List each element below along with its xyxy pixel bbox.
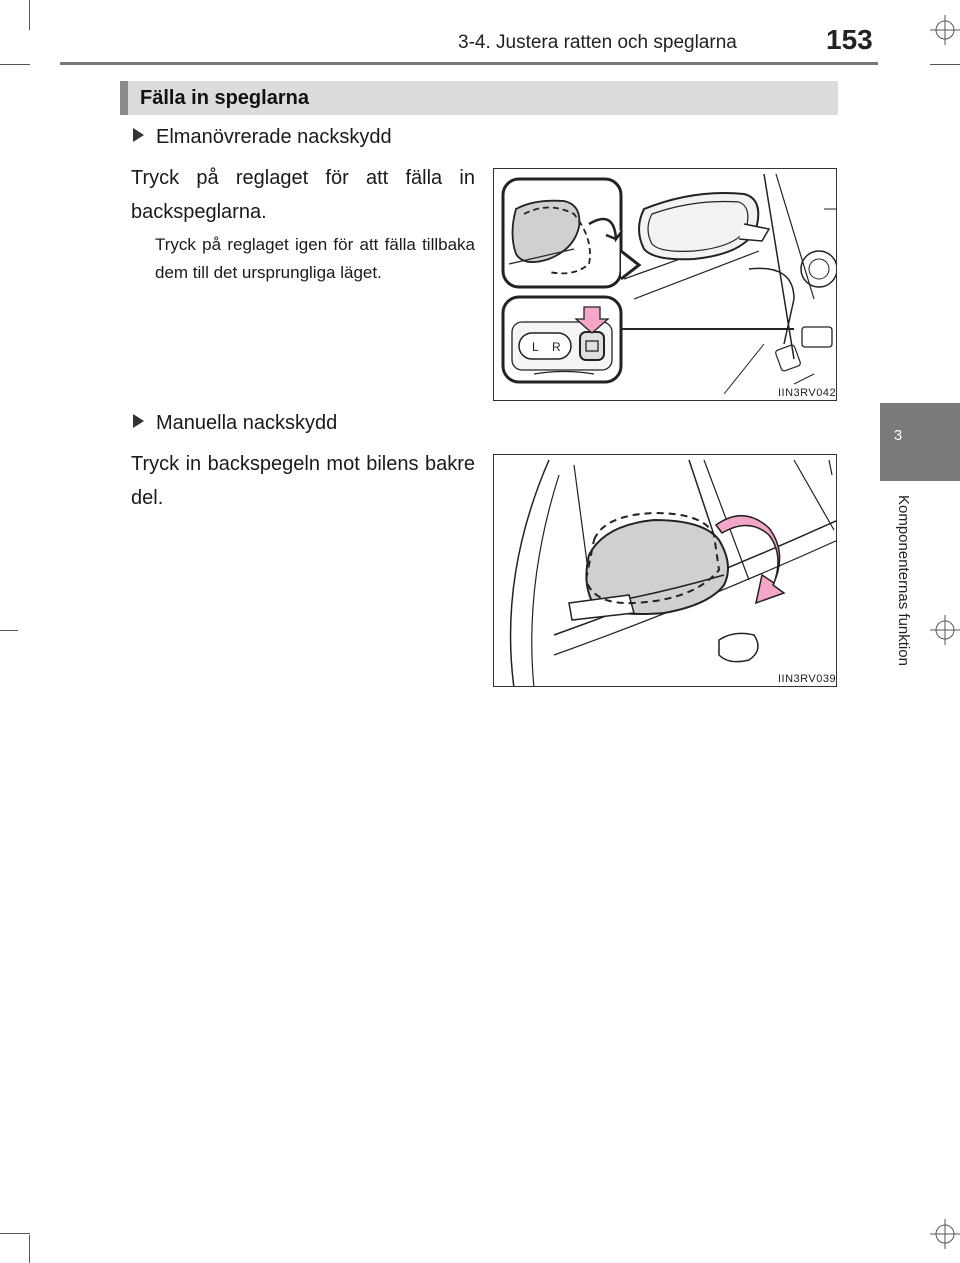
crop-mark [29,0,30,30]
crop-mark [0,1233,30,1234]
manual-mirrors-instruction: Tryck in backspegeln mot bilens bakre del. [131,453,475,509]
running-header: 3-4. Justera ratten och speglarna [458,32,737,53]
header-divider [60,62,878,65]
figure-code: IIN3RV039 [778,673,837,685]
manual-mirror-illustration [494,455,837,687]
bullet-triangle-icon [133,414,144,428]
chapter-tab [880,403,960,481]
subheading-manual-mirrors: Manuella nackskydd [133,412,337,435]
section-heading-bar [120,81,838,115]
registration-mark-icon [930,615,960,645]
crop-mark [930,64,960,65]
figure-power-mirror-switch [493,168,837,401]
subheading-power-mirrors: Elmanövrerade nackskydd [133,126,392,149]
crop-mark [0,64,30,65]
page-number: 153 [826,24,873,55]
chapter-title-vertical [888,495,912,725]
crop-mark [0,630,18,631]
bullet-triangle-icon [133,128,144,142]
power-mirrors-instruction: Tryck på reglaget för att fälla in backspeglarna. [131,167,475,223]
registration-mark-icon [930,15,960,45]
chapter-number: 3 [893,427,903,444]
mirror-switch-illustration [494,169,837,401]
power-mirrors-note: Tryck på reglaget igen för att fälla tillbaka dem till det ursprungliga läget. [155,235,475,282]
chapter-title: Komponenternas funktion [895,495,912,666]
switch-label-left: L [532,340,539,354]
section-title: Fälla in speglarna [140,87,309,109]
registration-mark-icon [930,1219,960,1249]
switch-label-right: R [552,340,561,354]
figure-manual-mirror [493,454,837,687]
figure-code: IIN3RV042 [778,387,837,399]
crop-mark [29,1235,30,1263]
